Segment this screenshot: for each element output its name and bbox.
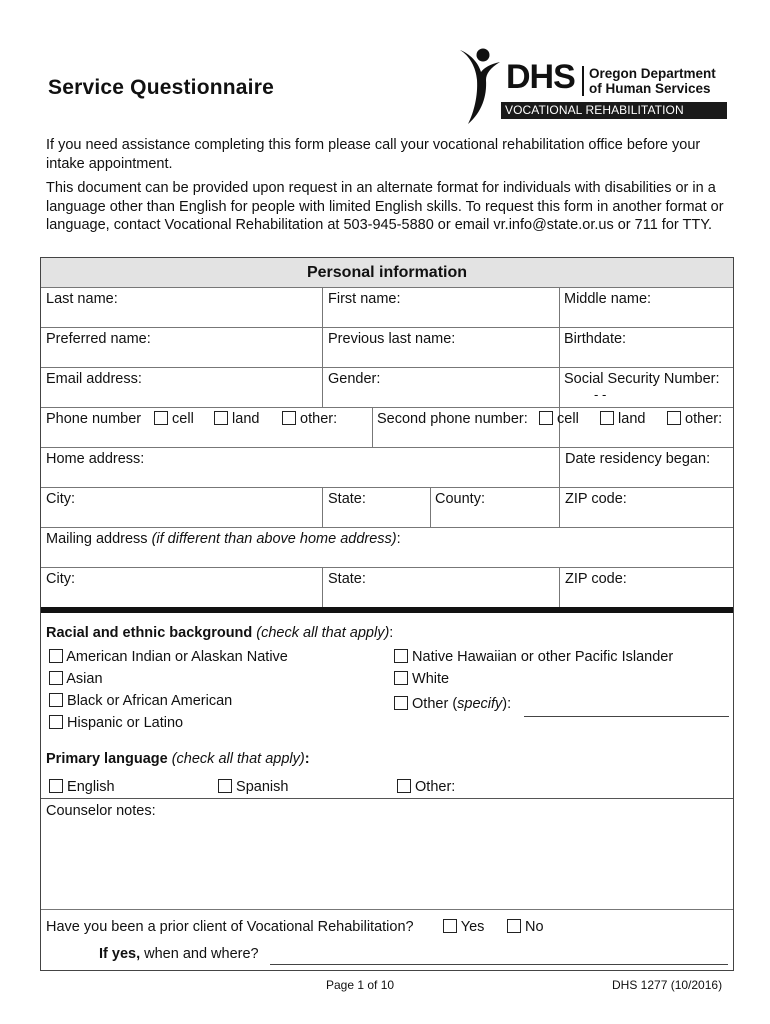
second-phone-cell-option[interactable]: cell (539, 411, 579, 427)
if-yes-label: If yes, when and where? (99, 946, 259, 962)
language-heading: Primary language (check all that apply): (46, 751, 310, 767)
residency-date-field[interactable]: Date residency began: (565, 451, 711, 467)
checkbox[interactable] (507, 919, 521, 933)
race-option[interactable]: Native Hawaiian or other Pacific Islander (394, 649, 673, 665)
org-name-line2: of Human Services (589, 81, 711, 96)
state-field[interactable]: State: (328, 491, 366, 507)
page-title: Service Questionnaire (48, 76, 274, 99)
intro-alternate-format: This document can be provided upon request in an alternate format for individuals with disabilities or in a language other than English for people with limited English skills. To request this form in another format or language, contact Vocational Rehabilitation at 503-945-5880 or email vr.info@state.or.us or 711 for TTY. (46, 180, 724, 233)
dhs-abbr: DHS (506, 58, 575, 96)
email-field[interactable]: Email address: (46, 371, 142, 387)
phone-land-option[interactable]: land (214, 411, 259, 427)
ssn-dashes: - - (594, 387, 607, 402)
col-divider (559, 447, 560, 527)
language-option-other[interactable]: Other: (397, 779, 455, 795)
mailing-city-field[interactable]: City: (46, 571, 75, 587)
phone-cell-option[interactable]: cell (154, 411, 194, 427)
last-name-field[interactable]: Last name: (46, 291, 118, 307)
dhs-logo (456, 46, 732, 128)
if-yes-input[interactable] (270, 964, 728, 965)
row-divider (41, 407, 733, 408)
language-option-english[interactable]: English (49, 779, 115, 795)
col-divider (322, 288, 323, 407)
race-option[interactable]: White (394, 671, 449, 687)
mailing-address-field[interactable]: Mailing address (if different than above home address): (46, 531, 401, 547)
col-divider (430, 487, 431, 527)
race-option[interactable]: Black or African American (49, 693, 232, 709)
checkbox[interactable] (282, 411, 296, 425)
row-divider (41, 447, 733, 448)
org-name-line1: Oregon Department (589, 66, 716, 81)
logo-divider (582, 66, 584, 96)
row-divider (41, 798, 733, 799)
row-divider (41, 567, 733, 568)
previous-last-name-field[interactable]: Previous last name: (328, 331, 456, 347)
city-field[interactable]: City: (46, 491, 75, 507)
middle-name-field[interactable]: Middle name: (564, 291, 652, 307)
col-divider (559, 567, 560, 607)
phone-other-option[interactable]: other: (282, 411, 337, 427)
section-header: Personal information (41, 258, 733, 288)
division-banner: VOCATIONAL REHABILITATION (501, 102, 727, 119)
second-phone-other-option[interactable]: other: (667, 411, 722, 427)
checkbox[interactable] (49, 649, 63, 663)
checkbox[interactable] (214, 411, 228, 425)
ssn-field[interactable]: Social Security Number: (564, 371, 720, 387)
checkbox[interactable] (154, 411, 168, 425)
checkbox[interactable] (394, 649, 408, 663)
intro-assistance: If you need assistance completing this form please call your vocational rehabilitation office before your intake appointment. (46, 137, 701, 172)
mailing-zip-field[interactable]: ZIP code: (565, 571, 627, 587)
county-field[interactable]: County: (435, 491, 485, 507)
row-divider (41, 909, 733, 910)
checkbox[interactable] (218, 779, 232, 793)
checkbox[interactable] (49, 779, 63, 793)
preferred-name-field[interactable]: Preferred name: (46, 331, 151, 347)
row-divider (41, 527, 733, 528)
form-code: DHS 1277 (10/2016) (612, 978, 723, 992)
col-divider (322, 487, 323, 527)
checkbox[interactable] (49, 671, 63, 685)
row-divider (41, 367, 733, 368)
zip-field[interactable]: ZIP code: (565, 491, 627, 507)
prior-yes-option[interactable]: Yes (443, 919, 484, 935)
second-phone-label: Second phone number: (377, 411, 528, 427)
checkbox[interactable] (667, 411, 681, 425)
col-divider (322, 567, 323, 607)
checkbox[interactable] (600, 411, 614, 425)
checkbox[interactable] (397, 779, 411, 793)
home-address-field[interactable]: Home address: (46, 451, 145, 467)
race-option[interactable]: Asian (49, 671, 103, 687)
first-name-field[interactable]: First name: (328, 291, 401, 307)
phone-number-label: Phone number (46, 411, 142, 427)
col-divider (372, 407, 373, 447)
prior-client-question: Have you been a prior client of Vocational Rehabilitation? (46, 919, 414, 935)
checkbox[interactable] (443, 919, 457, 933)
checkbox[interactable] (539, 411, 553, 425)
mailing-state-field[interactable]: State: (328, 571, 366, 587)
race-other-input[interactable] (524, 716, 729, 717)
race-option[interactable]: Hispanic or Latino (49, 715, 183, 731)
checkbox[interactable] (49, 693, 63, 707)
personal-information-form (40, 257, 734, 971)
prior-no-option[interactable]: No (507, 919, 544, 935)
person-figure-icon (456, 46, 504, 126)
checkbox[interactable] (394, 696, 408, 710)
checkbox[interactable] (49, 715, 63, 729)
race-option[interactable]: American Indian or Alaskan Native (49, 649, 288, 665)
second-phone-land-option[interactable]: land (600, 411, 645, 427)
race-heading: Racial and ethnic background (check all that apply): (46, 625, 394, 641)
gender-field[interactable]: Gender: (328, 371, 381, 387)
birthdate-field[interactable]: Birthdate: (564, 331, 627, 347)
section-thick-divider (41, 607, 733, 613)
row-divider (41, 487, 733, 488)
row-divider (41, 327, 733, 328)
page-number: Page 1 of 10 (326, 978, 395, 992)
checkbox[interactable] (394, 671, 408, 685)
race-other-option[interactable]: Other (specify): (394, 696, 511, 712)
language-option-spanish[interactable]: Spanish (218, 779, 288, 795)
counselor-notes-field[interactable]: Counselor notes: (46, 803, 156, 819)
